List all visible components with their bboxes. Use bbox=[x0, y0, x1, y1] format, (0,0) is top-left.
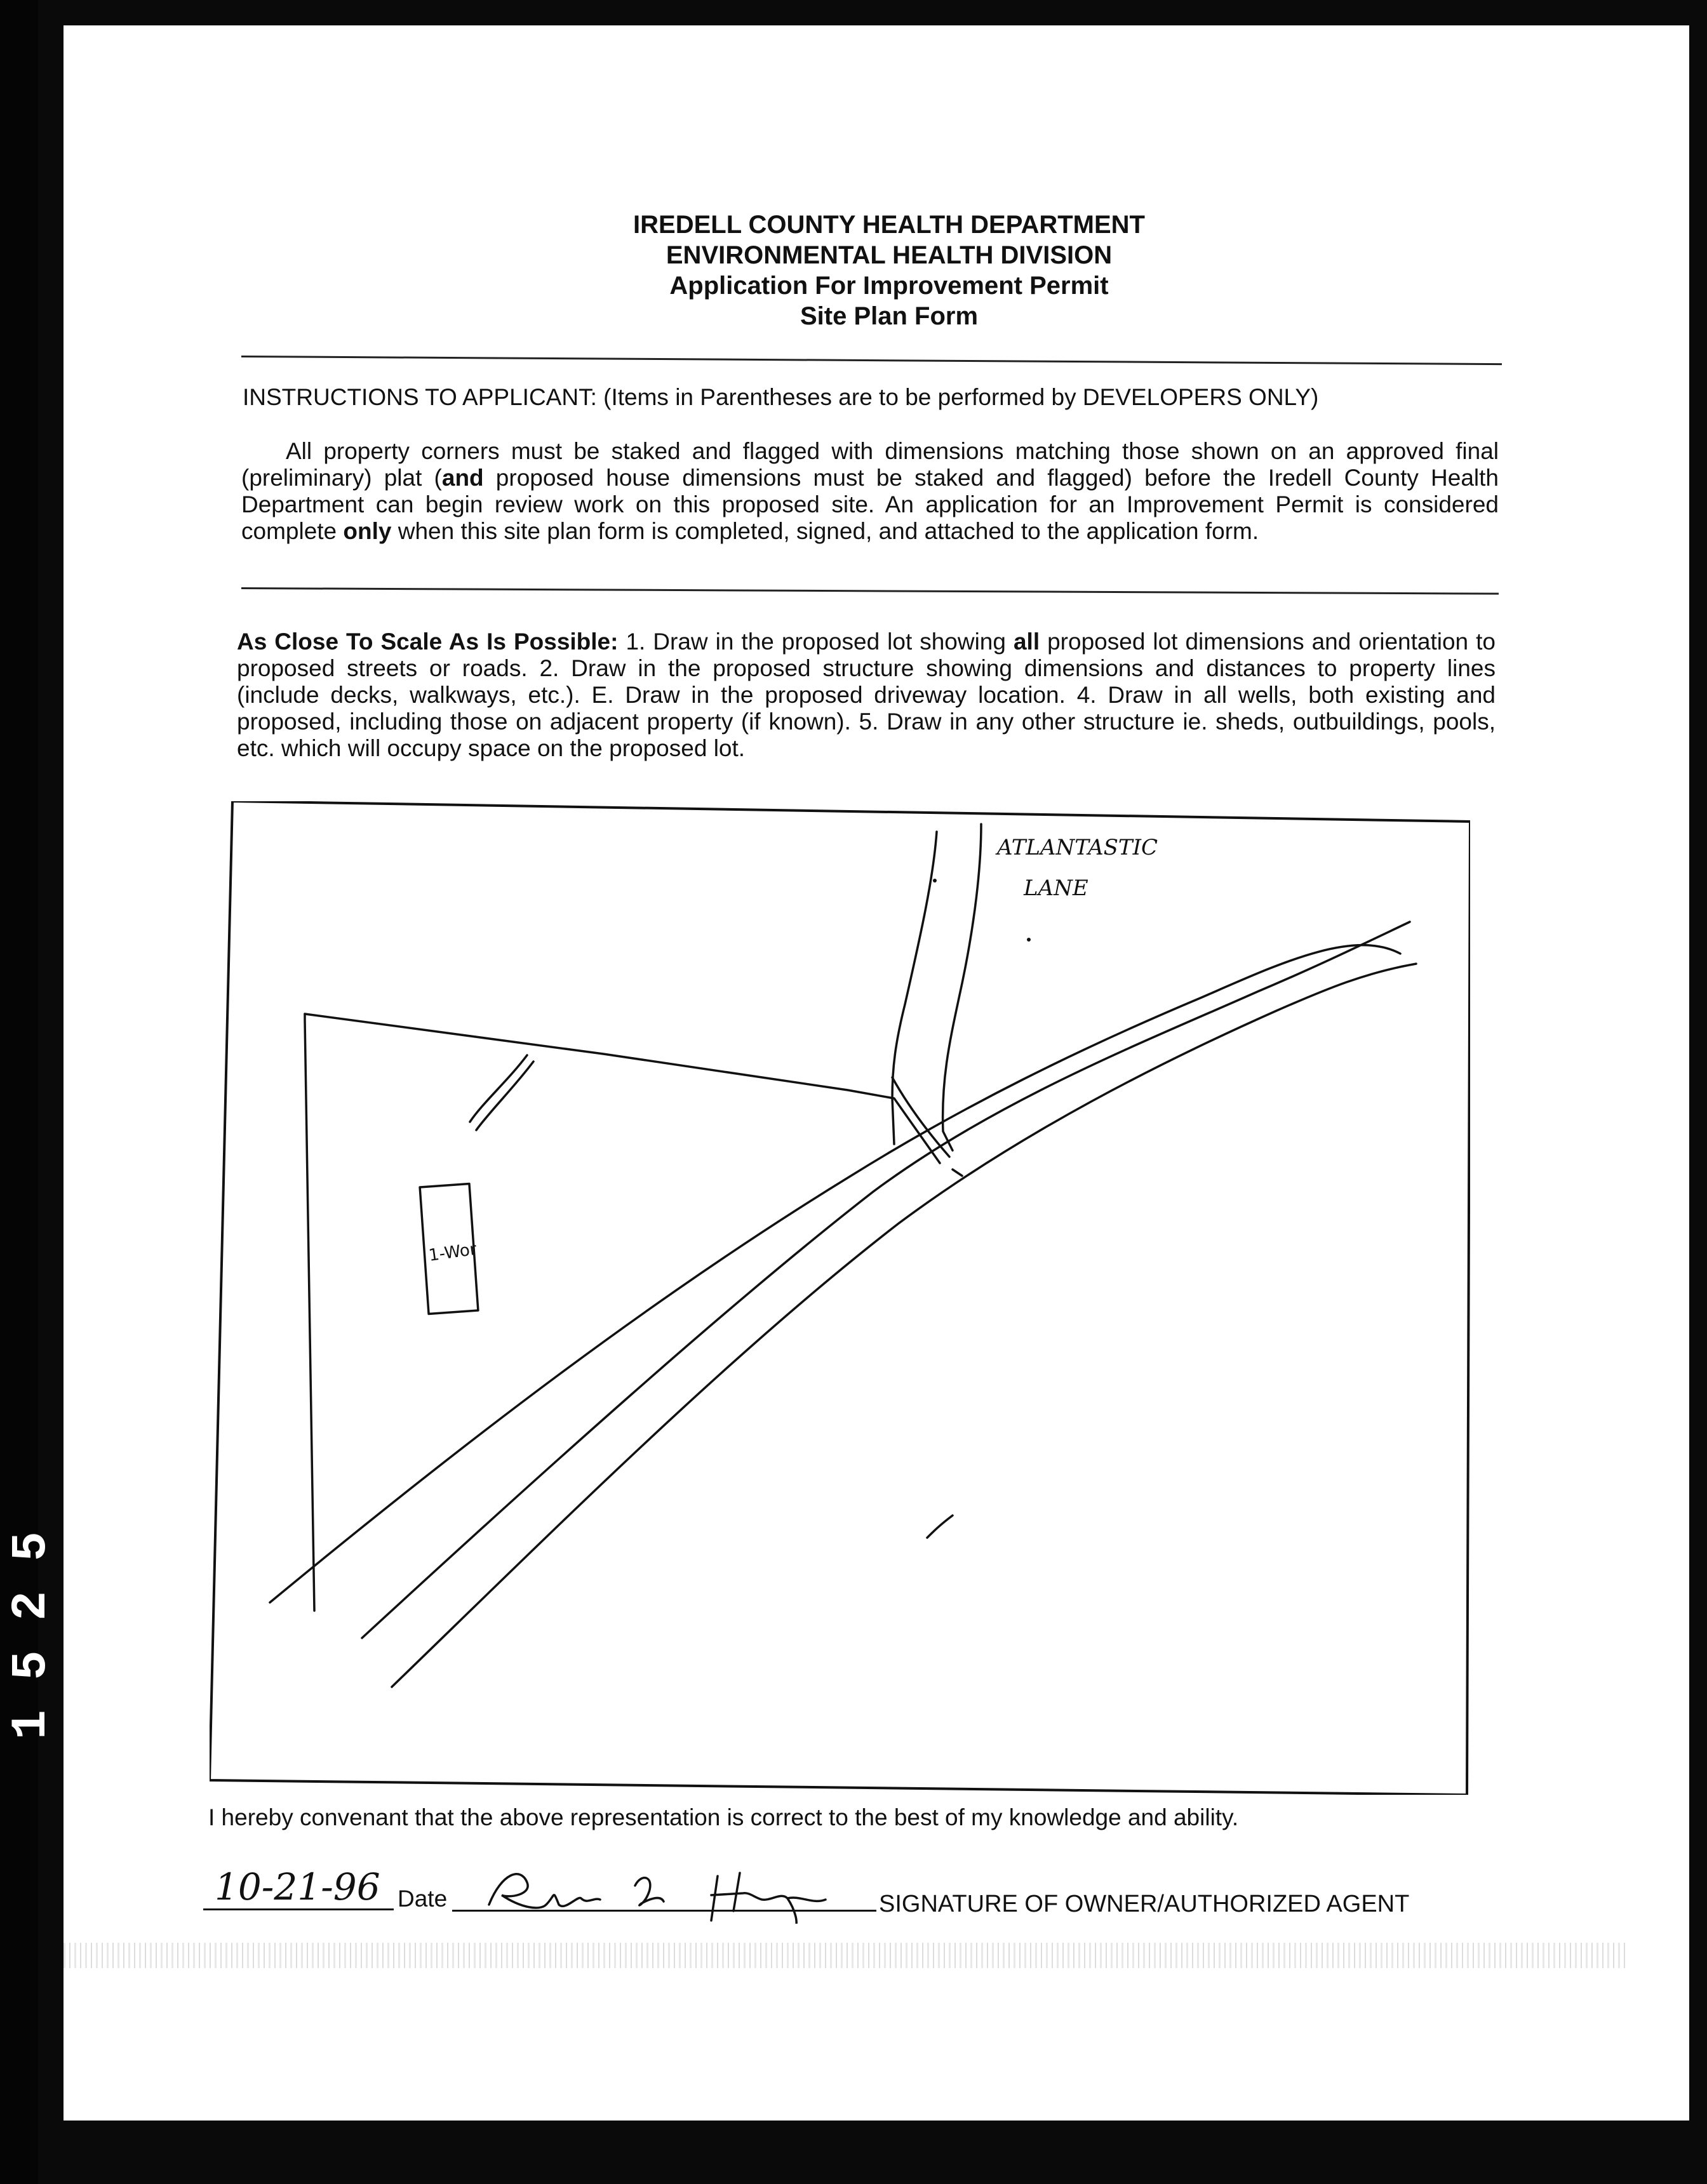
site-plan-drawing bbox=[210, 801, 1470, 1795]
edge-marks: 1 5 2 5 bbox=[4, 1531, 60, 1740]
signature-line bbox=[452, 1910, 876, 1912]
division-title: ENVIRONMENTAL HEALTH DIVISION bbox=[666, 241, 1113, 269]
date-value: 10-21-96 bbox=[215, 1865, 380, 1908]
department-title: IREDELL COUNTY HEALTH DEPARTMENT bbox=[633, 211, 1145, 239]
road-label-top: ATLANTASTIC bbox=[997, 835, 1158, 860]
fax-edge bbox=[0, 0, 60, 2184]
signature-row bbox=[203, 1860, 1505, 1930]
stray-dot bbox=[933, 879, 937, 882]
form-title: Site Plan Form bbox=[800, 302, 979, 330]
instructions-body: All property corners must be staked and flagged with dimensions matching those shown on an approved final (preliminary) plat (and proposed house dimensions must be staked and flagged) before the Iredell County Health Department can begin review work on this proposed site. An application for an Improvement Permit is considered complete only when this site plan form is completed, signed, and attached to the application form. bbox=[241, 438, 1499, 544]
owner-signature bbox=[483, 1860, 864, 1924]
date-line bbox=[203, 1908, 394, 1910]
signature-label: SIGNATURE OF OWNER/AUTHORIZED AGENT bbox=[879, 1891, 1410, 1917]
scale-instructions: As Close To Scale As Is Possible: 1. Draw in the proposed lot showing all proposed lot dimensions and orientation to proposed streets or roads. 2. Draw in the proposed structure showing dimensions and distances to property lines (include decks, walkways, etc.). E. Draw in the proposed driveway location. 4. Draw in all wells, both existing and proposed, including those on adjacent property (if known). 5. Draw in any other structure ie. sheds, outbuildings, pools, etc. which will occupy space on the proposed lot. bbox=[237, 629, 1496, 761]
road-left-edge bbox=[892, 832, 937, 1144]
drawing-box-border bbox=[210, 801, 1470, 1795]
stray-dot bbox=[1027, 938, 1031, 942]
scan-noise-band bbox=[64, 1943, 1626, 1968]
house-label: 1-Wor bbox=[427, 1239, 478, 1266]
lot-boundary-north bbox=[305, 1014, 940, 1163]
scribble-mark bbox=[927, 1169, 962, 1538]
date-label: Date bbox=[398, 1886, 448, 1912]
road-right-edge bbox=[943, 824, 981, 1150]
application-title: Application For Improvement Permit bbox=[669, 272, 1109, 300]
instructions-title: INSTRUCTIONS TO APPLICANT: (Items in Parentheses are to be performed by DEVELOPERS ONLY) bbox=[243, 384, 1319, 410]
road-label-bottom: LANE bbox=[1024, 876, 1088, 901]
highway-edge-3 bbox=[392, 964, 1416, 1687]
form-header bbox=[572, 210, 1207, 331]
covenant-statement: I hereby convenant that the above representation is correct to the best of my knowledge and ability. bbox=[208, 1804, 1239, 1830]
lot-boundary-west bbox=[305, 1014, 314, 1611]
highway-edge-2 bbox=[362, 922, 1410, 1638]
driveway-lines bbox=[470, 1055, 533, 1130]
